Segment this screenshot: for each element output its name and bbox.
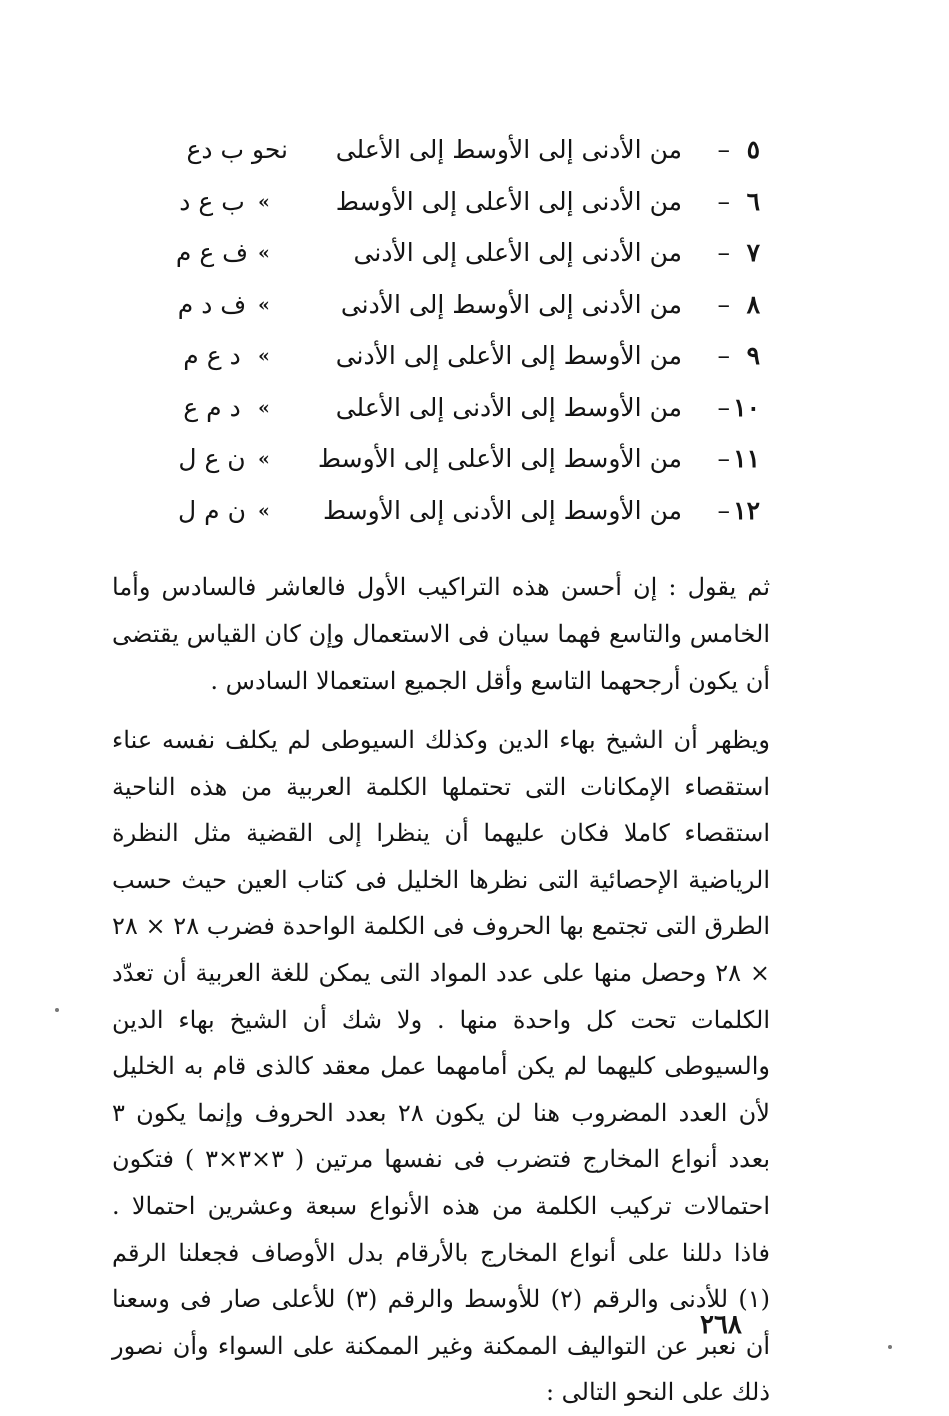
list-item (150, 489, 770, 541)
ditto-mark: » (258, 345, 270, 367)
item-dash: – (717, 289, 730, 319)
example-letters: د ع م (183, 341, 241, 370)
item-dash: – (717, 238, 730, 267)
example-letters: ن م ل (178, 495, 246, 525)
item-number: ١١ (733, 444, 760, 473)
example-letters: د م ع (183, 392, 241, 422)
item-number: ١٢ (733, 495, 760, 525)
ditto-mark: » (258, 293, 270, 316)
order-phrase: من الأوسط إلى الأدنى إلى الأوسط (323, 495, 682, 525)
articulation-order-list (150, 128, 770, 540)
order-phrase: من الأدنى إلى الأعلى إلى الأدنى (353, 238, 682, 267)
item-number: ٨ (746, 289, 760, 319)
item-dash: – (717, 135, 730, 164)
list-item (150, 386, 770, 438)
example-letters: نحو ب دع (186, 135, 288, 164)
list-item (150, 334, 770, 386)
item-dash: – (717, 392, 730, 422)
paragraph-usage-ranking: ثم يقول : إن أحسن هذه التراكيب الأول فالعاشر فالسادس وأما الخامس والتاسع فهما سيان فى الاستعمال وإن كان القياس يقتضى أن يكون أرجحهما التاسع وأقل الجميع استعمالا السادس . (112, 573, 770, 695)
item-number: ٧ (746, 238, 760, 267)
order-phrase: من الأدنى إلى الأوسط إلى الأدنى (340, 289, 682, 319)
list-item (150, 437, 770, 489)
example-letters: ف ع م (175, 238, 249, 267)
example-letters: ن ع ل (178, 444, 246, 473)
item-dash: – (717, 341, 730, 370)
ditto-mark: » (258, 499, 270, 522)
ditto-mark: » (258, 448, 270, 470)
list-item (150, 231, 770, 283)
list-item (150, 180, 770, 232)
example-letters: ب ع د (179, 186, 245, 216)
order-phrase: من الأوسط إلى الأعلى إلى الأدنى (335, 341, 682, 370)
order-phrase: من الأدنى إلى الأوسط إلى الأعلى (335, 135, 682, 164)
page-number: ٢٦٨ (700, 1310, 742, 1340)
paragraph-statistical-view: ويظهر أن الشيخ بهاء الدين وكذلك السيوطى لم يكلف نفسه عناء استقصاء الإمكانات التى تحتملها الكلمة العربية من هذه الناحية استقصاء كاملا فكان عليهما أن ينظرا إلى القضية مثل النظرة الرياضية الإحصائية التى نظرها الخليل فى كتاب العين حيث حسب الطرق التى تجتمع بها الحروف فى الكلمة الواحدة فضرب ٢٨ × ٢٨ × ٢٨ وحصل منها على عدد المواد التى يمكن للغة العربية أن تعدّد الكلمات تحت كل واحدة منها . ولا شك أن الشيخ بهاء الدين والسيوطى كليهما لم يكن أمامهما عمل معقد كالذى قام به الخليل لأن العدد المضروب هنا لن يكون ٢٨ بعدد الحروف وإنما يكون ٣ بعدد أنواع المخارج فتضرب فى نفسها مرتين ( ٣×٣×٣ ) فتكون احتمالات تركيب الكلمة من هذه الأنواع سبعة وعشرين احتمالا . فاذا دللنا على أنواع المخارج بالأرقام بدل الأوصاف فجعلنا الرقم (١) للأدنى والرقم (٢) للأوسط والرقم (٣) للأعلى صار فى وسعنا أن نعبر عن التواليف الممكنة وغير الممكنة على السواء وأن نصور ذلك على النحو التالى : (112, 726, 770, 1407)
ditto-mark: » (258, 242, 270, 264)
item-number: ٩ (746, 341, 760, 370)
list-item (150, 283, 770, 335)
list-item (150, 128, 770, 180)
ditto-mark: » (258, 396, 270, 419)
ditto-mark: » (258, 190, 270, 213)
item-number: ١٠ (733, 392, 760, 422)
item-number: ٥ (746, 135, 760, 164)
item-dash: – (717, 444, 730, 473)
item-dash: – (717, 186, 730, 216)
order-phrase: من الأدنى إلى الأعلى إلى الأوسط (335, 186, 682, 216)
item-number: ٦ (746, 186, 760, 216)
scan-speck (55, 1008, 59, 1012)
order-phrase: من الأوسط إلى الأدنى إلى الأعلى (335, 392, 682, 422)
item-dash: – (717, 495, 730, 525)
order-phrase: من الأوسط إلى الأعلى إلى الأوسط (317, 444, 682, 473)
example-letters: ف د م (177, 289, 247, 319)
scan-speck (888, 1345, 892, 1349)
